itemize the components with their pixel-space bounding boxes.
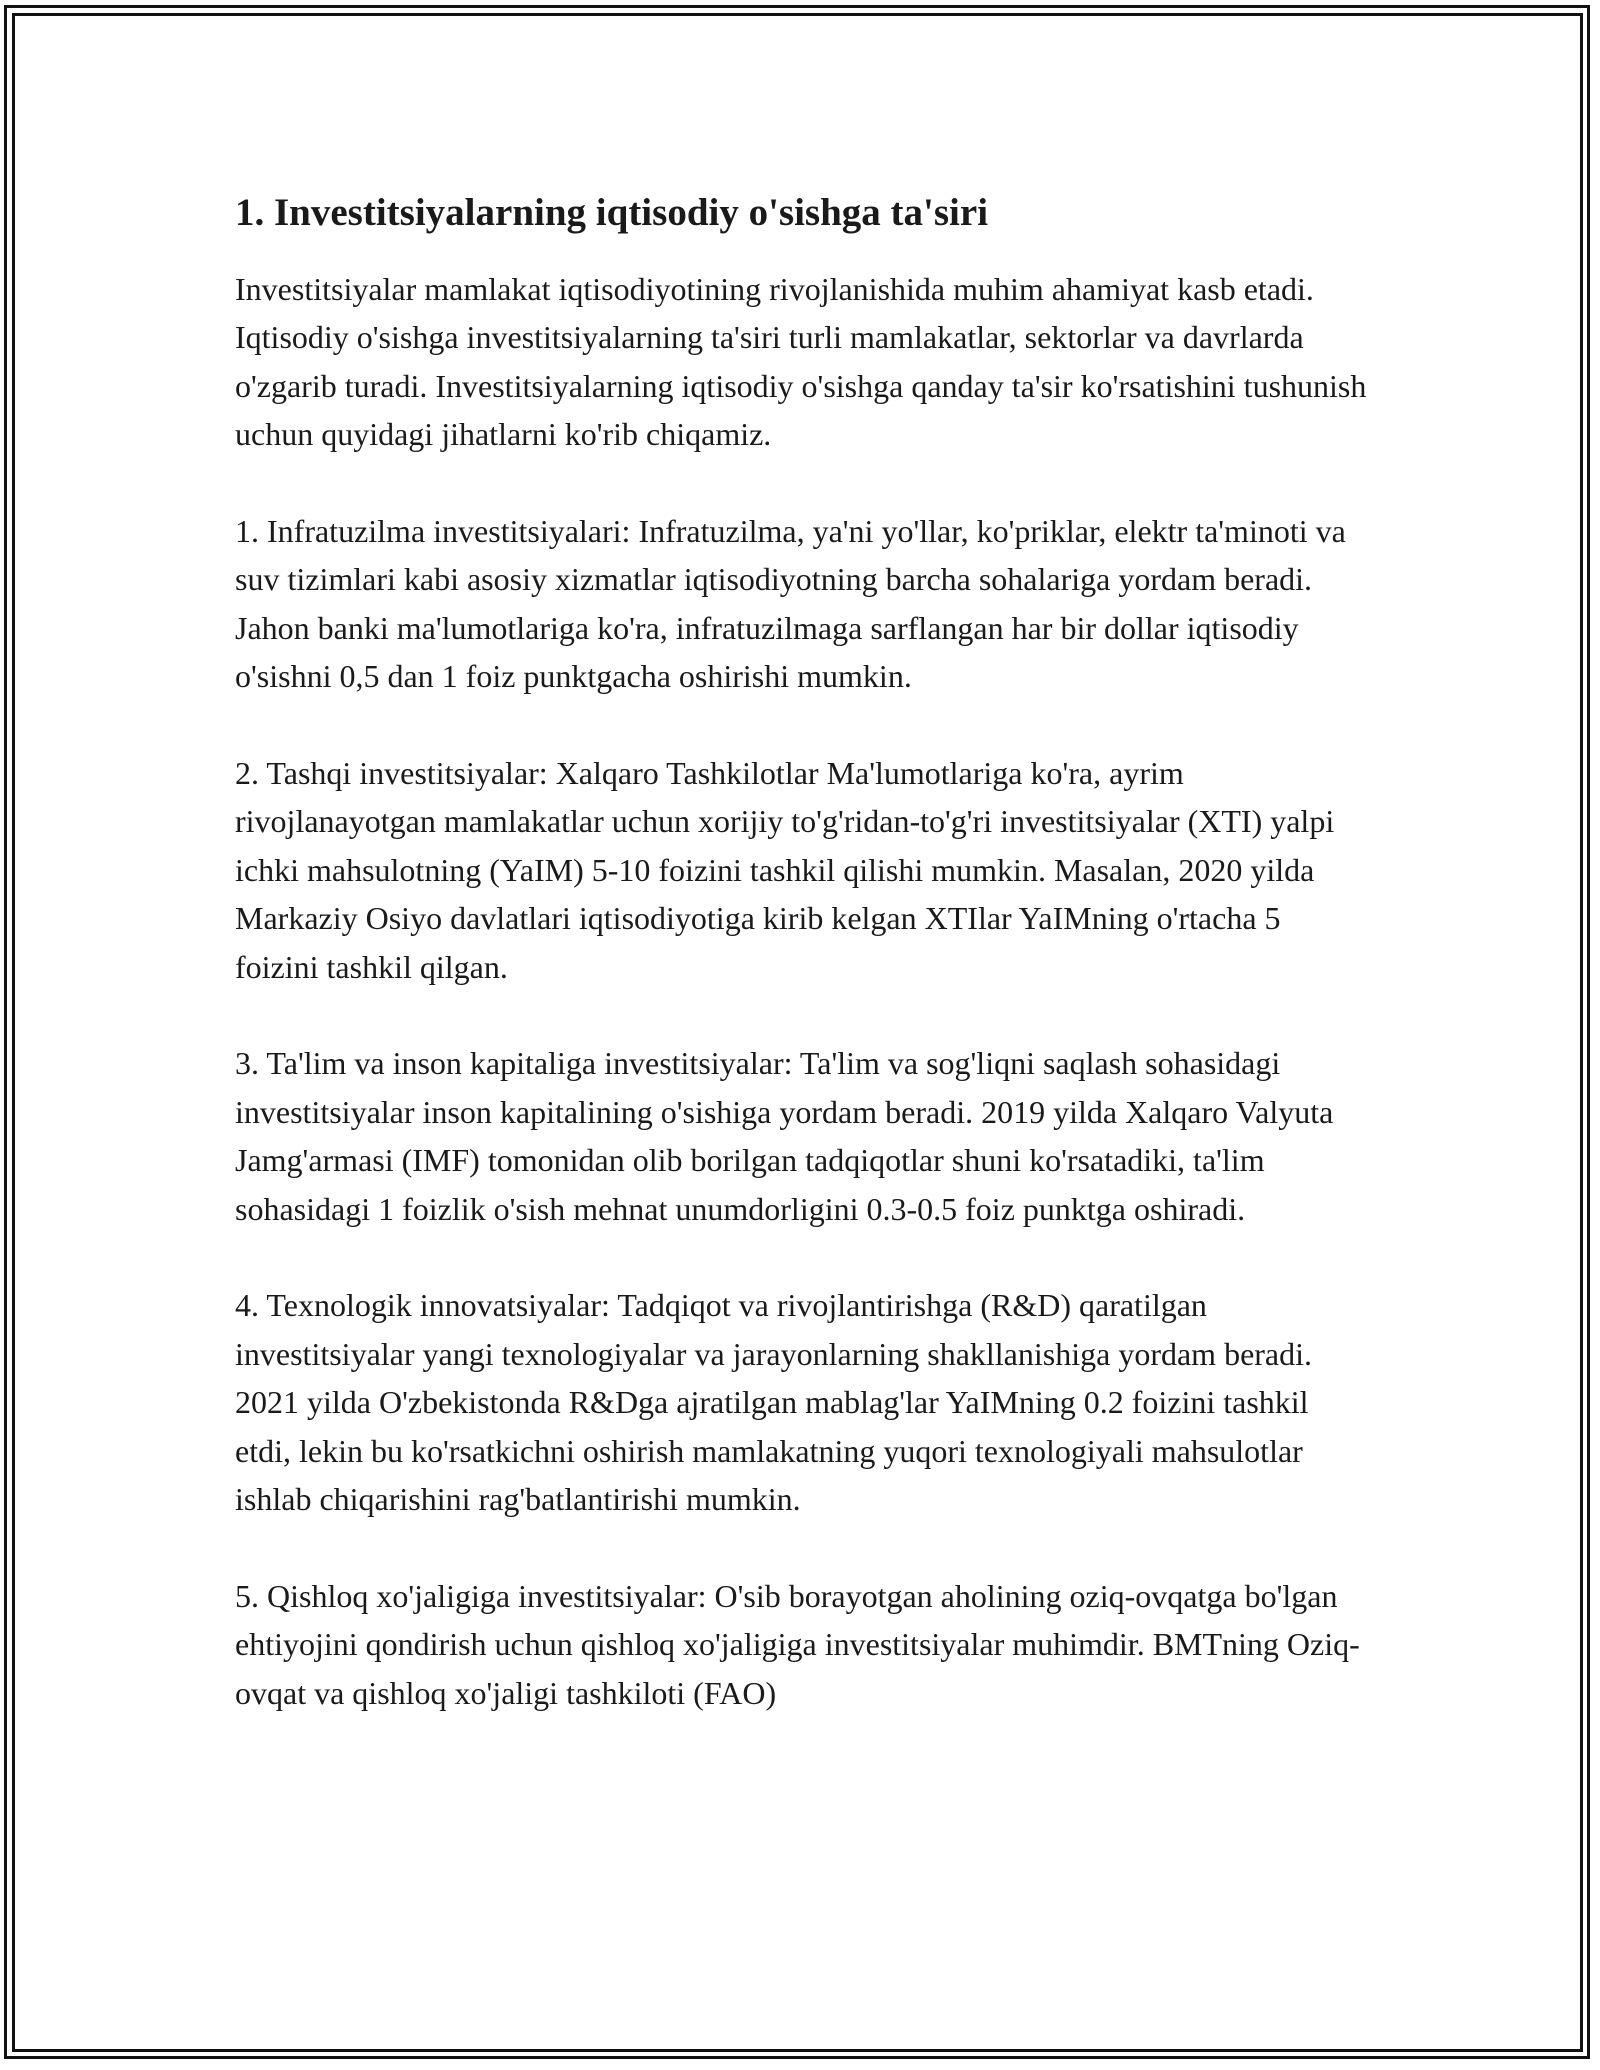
paragraph-education: 3. Ta'lim va inson kapitaliga investitsiyalar: Ta'lim va sog'liqni saqlash sohasidagi investitsiyalar inson kapitalining o'sishiga yordam beradi. 2019 yilda Xalqaro Valyuta Jamg'armasi (IMF) tomonidan olib borilgan tadqiqotlar shuni ko'rsatadiki, ta'lim sohasidagi 1 foizlik o'sish mehnat unumdorligini 0.3-0.5 foiz punktga oshiradi. (235, 1045, 1334, 1227)
paragraph-foreign-investment: 2. Tashqi investitsiyalar: Xalqaro Tashkilotlar Ma'lumotlariga ko'ra, ayrim rivojlanayotgan mamlakatlar uchun xorijiy to'g'ridan-to'g'ri investitsiyalar (XTI) yalpi ichki mahsulotning (YaIM) 5-10 foizini tashkil qilishi mumkin. Masalan, 2020 yilda Markaziy Osiyo davlatlari iqtisodiyotiga kirib kelgan XTIlar YaIMning o'rtacha 5 foizini tashkil qilgan. (235, 755, 1335, 985)
paragraph-infrastructure: 1. Infratuzilma investitsiyalari: Infratuzilma, ya'ni yo'llar, ko'priklar, elektr ta'minoti va suv tizimlari kabi asosiy xizmatlar iqtisodiyotning barcha sohalariga yordam beradi. Jahon banki ma'lumotlariga ko'ra, infratuzilmaga sarflangan har bir dollar iqtisodiy o'sishni 0,5 dan 1 foiz punktgacha oshirishi mumkin. (235, 513, 1346, 695)
intro-paragraph: Investitsiyalar mamlakat iqtisodiyotining rivojlanishida muhim ahamiyat kasb etadi. Iqtisodiy o'sishga investitsiyalarning ta'siri turli mamlakatlar, sektorlar va davrlarda o'zgarib turadi. Investitsiyalarning iqtisodiy o'sishga qanday ta'sir ko'rsatishini tushunish uchun quyidagi jihatlarni ko'rib chiqamiz. (235, 271, 1367, 453)
document-body (235, 185, 1370, 1766)
paragraph-innovation: 4. Texnologik innovatsiyalar: Tadqiqot va rivojlantirishga (R&D) qaratilgan investitsiyalar yangi texnologiyalar va jarayonlarning shakllanishiga yordam beradi. 2021 yilda O'zbekistonda R&Dga ajratilgan mablag'lar YaIMning 0.2 foizini tashkil etdi, lekin bu ko'rsatkichni oshirish mamlakatning yuqori texnologiyali mahsulotlar ishlab chiqarishini rag'batlantirishi mumkin. (235, 1287, 1313, 1518)
section-heading: 1. Investitsiyalarning iqtisodiy o'sishga ta'siri (235, 191, 989, 234)
paragraph-agriculture: 5. Qishloq xo'jaligiga investitsiyalar: O'sib borayotgan aholining oziq-ovqatga bo'lgan ehtiyojini qondirish uchun qishloq xo'jaligiga investitsiyalar muhimdir. BMTning Oziq-ovqat va qishloq xo'jaligi tashkiloti (FAO) (235, 1577, 1360, 1711)
